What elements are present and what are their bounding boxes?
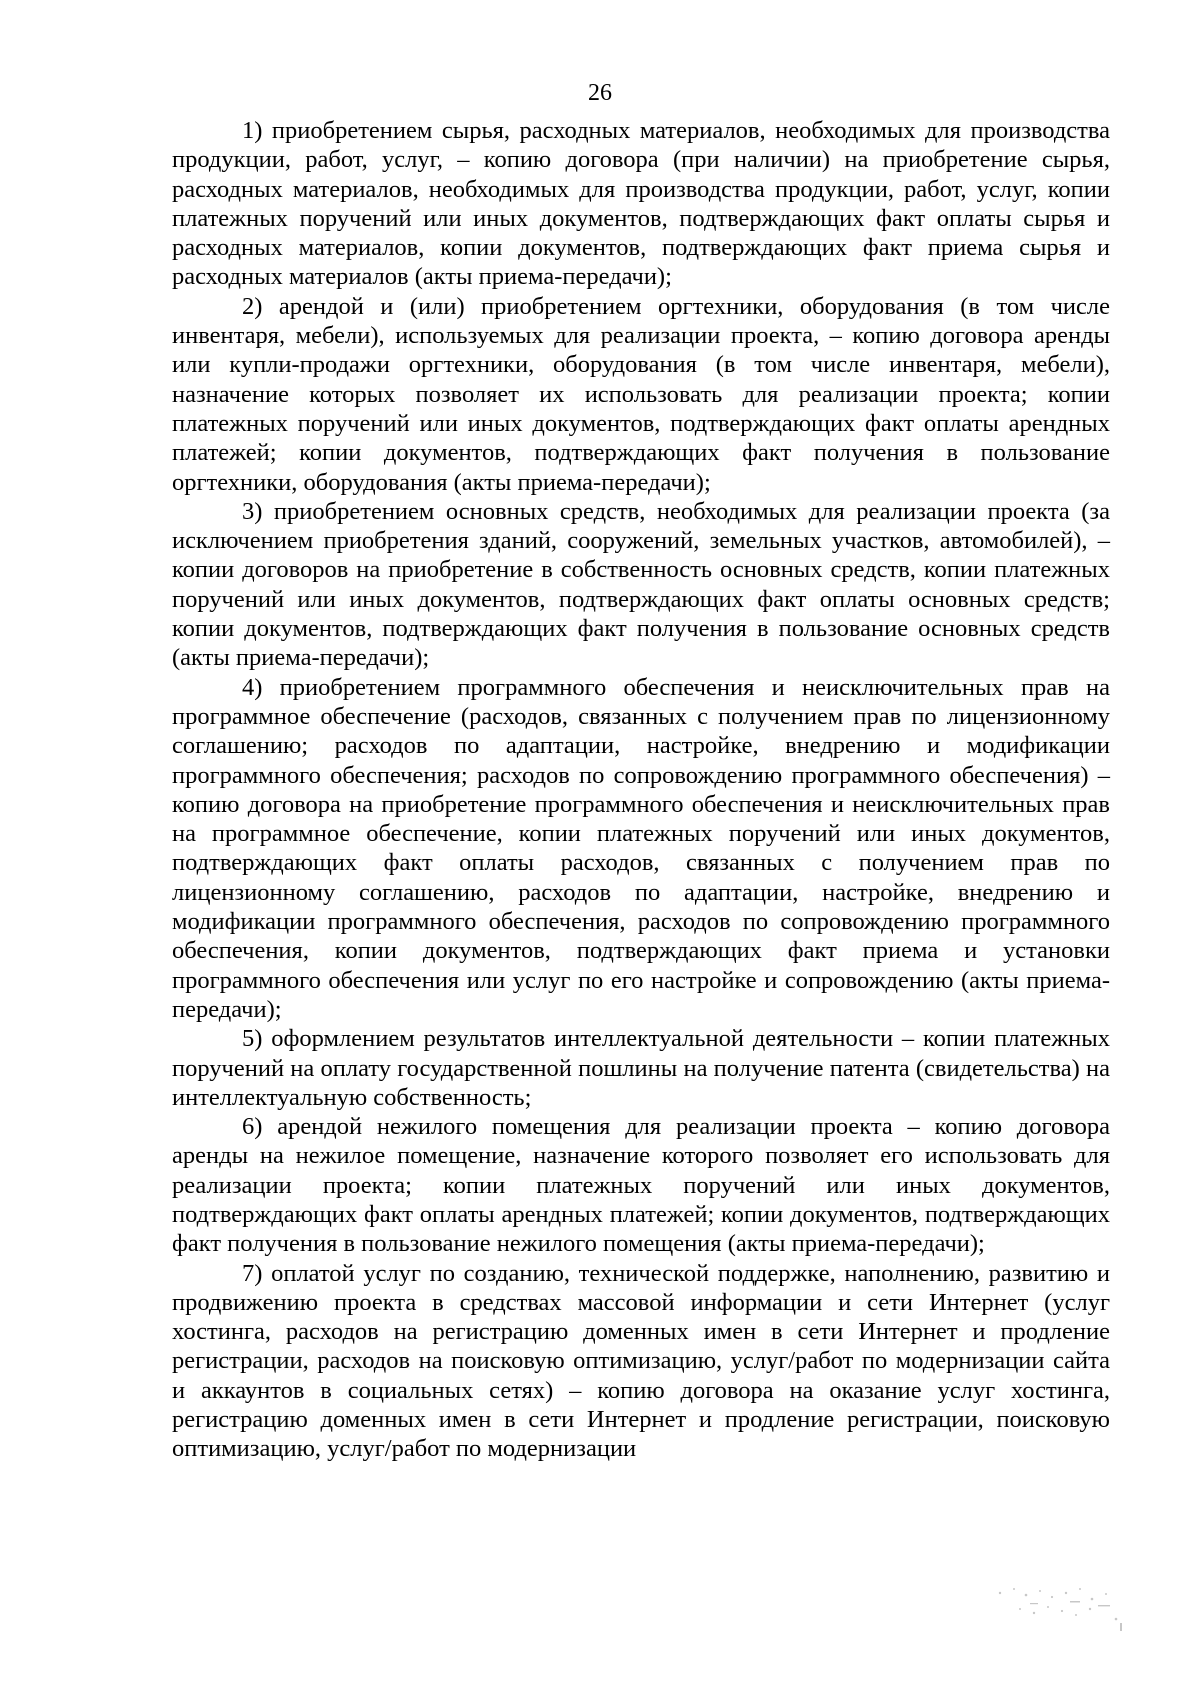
paragraph-item-6: 6) арендой нежилого помещения для реализации проекта – копию договора аренды на нежилое помещение, назначение которого позволяет его использовать для реализации проекта; копии платежных поручений или иных документов, подтверждающих факт оплаты арендных платежей; копии документов, подтверждающих факт получения в пользование нежилого помещения (акты приема-передачи); (172, 1113, 1110, 1258)
paragraph-item-2: 2) арендой и (или) приобретением оргтехники, оборудования (в том числе инвентаря, мебели), используемых для реализации проекта, – копию договора аренды или купли-продажи оргтехники, оборудования (в том числе инвентаря, мебели), назначение которых позволяет их использовать для реализации проекта; копии платежных поручений или иных документов, подтверждающих факт оплаты арендных платежей; копии документов, подтверждающих факт получения в пользование оргтехники, оборудования (акты приема-передачи); (172, 292, 1110, 496)
scan-artifact (930, 1575, 1130, 1635)
paragraph-item-5: 5) оформлением результатов интеллектуальной деятельности – копии платежных поручений на оплату государственной пошлины на получение патента (свидетельства) на интеллектуальную собственность; (172, 1025, 1110, 1111)
paragraph-item-4: 4) приобретением программного обеспечения и неисключительных прав на программное обеспечение (расходов, связанных с получением прав по лицензионному соглашению; расходов по адаптации, настройке, внедрению и модификации программного обеспечения; расходов по сопровождению программного обеспечения) – копию договора на приобретение программного обеспечения и неисключительных прав на программное обеспечение, копии платежных поручений или иных документов, подтверждающих факт оплаты расходов, связанных с получением прав по лицензионному соглашению, расходов по адаптации, настройке, внедрению и модификации программного обеспечения, расходов по сопровождению программного обеспечения, копии документов, подтверждающих факт приема и установки программного обеспечения или услуг по его настройке и сопровождению (акты приема-передачи); (172, 673, 1110, 1023)
paragraph-item-1: 1) приобретением сырья, расходных материалов, необходимых для производства продукции, работ, услуг, – копию договора (при наличии) на приобретение сырья, расходных материалов, необходимых для производства продукции, работ, услуг, копии платежных поручений или иных документов, подтверждающих факт оплаты сырья и расходных материалов, копии документов, подтверждающих факт приема сырья и расходных материалов (акты приема-передачи); (172, 117, 1110, 291)
page-number: 26 (588, 80, 612, 106)
paragraph-item-7: 7) оплатой услуг по созданию, технической поддержке, наполнению, развитию и продвижению проекта в средствах массовой информации и сети Интернет (услуг хостинга, расходов на регистрацию доменных имен в сети Интернет и продление регистрации, расходов на поисковую оптимизацию, услуг/работ по модернизации сайта и аккаунтов в социальных сетях) – копию договора на оказание услуг хостинга, регистрацию доменных имен в сети Интернет и продление регистрации, поисковую оптимизацию, услуг/работ по модернизации (172, 1259, 1110, 1463)
paragraph-item-3: 3) приобретением основных средств, необходимых для реализации проекта (за исключением приобретения зданий, сооружений, земельных участков, автомобилей), – копии договоров на приобретение в собственность основных средств, копии платежных поручений или иных документов, подтверждающих факт оплаты основных средств; копии документов, подтверждающих факт получения в пользование основных средств (акты приема-передачи); (172, 497, 1110, 672)
document-body (172, 116, 1110, 1464)
